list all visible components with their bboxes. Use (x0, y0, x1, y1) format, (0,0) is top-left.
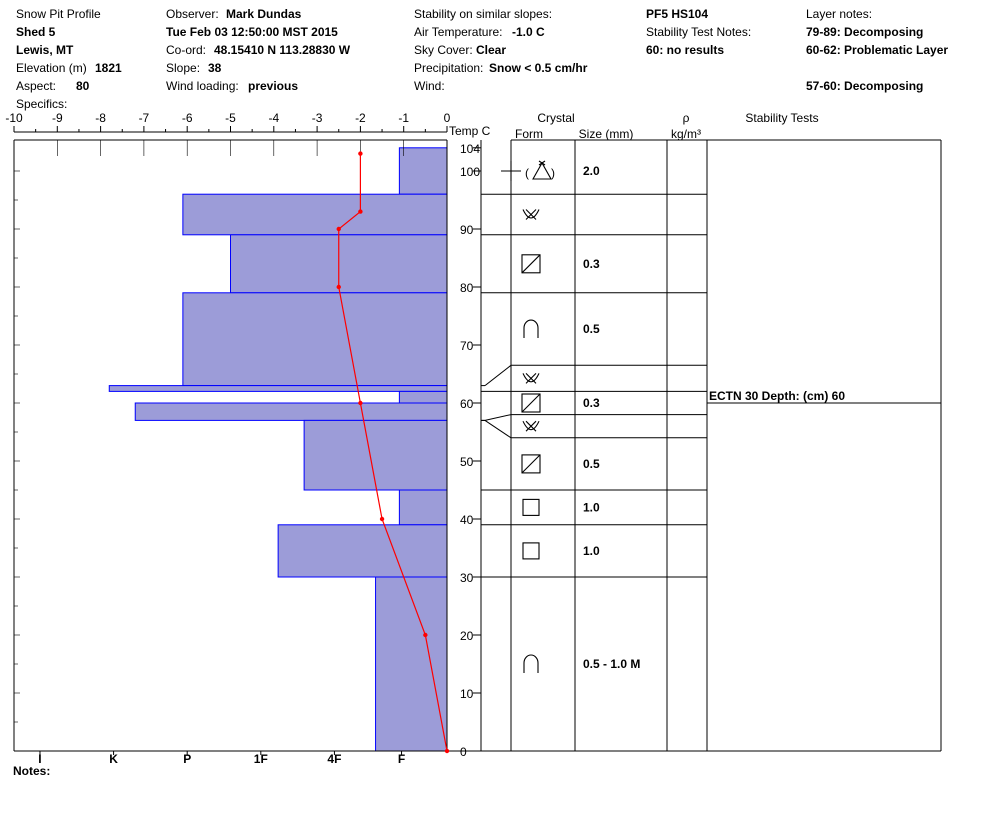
temp-tick-label: -3 (311, 111, 323, 125)
layer-note-range: 60-62: (806, 43, 841, 57)
layer-note-text: Decomposing (844, 79, 924, 93)
coord-value: 48.15410 N 113.28830 W (214, 43, 351, 57)
height-tick-label: 0 (460, 745, 467, 759)
coord-label: Co-ord: (166, 43, 207, 57)
precipitation-label: Precipitation: (414, 61, 484, 75)
crystal-size-label: 0.3 (583, 396, 600, 410)
hardness-label: I (38, 752, 42, 766)
crystal-form-fc-icon (522, 455, 540, 473)
height-tick-label: 60 (460, 397, 474, 411)
facet-box (523, 499, 539, 515)
hardness-bar (376, 577, 447, 751)
layer-note-range: 57-60: (806, 79, 841, 93)
height-tick-label: 100 (460, 165, 481, 179)
temp-tick-label: -6 (181, 111, 193, 125)
crystal-size-label: 2.0 (583, 164, 600, 178)
crystal-form-fc-icon (522, 394, 540, 412)
crystal-form-fc-icon (522, 255, 540, 273)
paren-right: ) (551, 166, 555, 180)
crystal-form-sh-icon (523, 421, 539, 431)
height-tick-label: 104 (460, 141, 481, 156)
aspect-value: 80 (76, 79, 90, 93)
temp-tick-label: -7 (138, 111, 150, 125)
elevation-value: 1821 (95, 61, 122, 75)
hardness-bar (135, 403, 447, 420)
height-tick-label: 10 (460, 687, 474, 701)
temp-axis-title: Temp C (449, 124, 491, 138)
crystal-size-label: 0.5 (583, 322, 600, 337)
facet-box (523, 543, 539, 559)
hardness-bar (399, 490, 447, 525)
crystal-form-fcso-icon (523, 543, 539, 559)
stability-test-notes-label: Stability Test Notes: (646, 25, 752, 39)
triangle (533, 163, 551, 179)
layer-note-text: Problematic Layer (844, 43, 949, 57)
crystal-form-sh-icon (523, 210, 539, 220)
sky-cover-label: Sky Cover: (414, 43, 473, 57)
depth-hoar-arch (524, 655, 538, 673)
slope-label: Slope: (166, 61, 201, 75)
size-header: Size (mm) (578, 127, 634, 141)
profile-code: PF5 HS104 (646, 7, 709, 21)
crystal-form-sh-icon (523, 373, 539, 383)
notes-label: Notes: (13, 764, 51, 778)
facet-diagonal (522, 394, 540, 412)
hardness-label: F (397, 752, 406, 766)
hardness-bar (183, 293, 447, 386)
crystal-form-dh-icon (524, 320, 538, 338)
facet-diagonal (522, 455, 540, 473)
elevation-label: Elevation (m) (16, 61, 87, 75)
temperature-point (337, 227, 341, 231)
hardness-bar (109, 386, 447, 392)
temp-tick-label: -4 (268, 111, 280, 125)
density-unit-header: kg/m³ (671, 127, 701, 141)
wind-label: Wind: (414, 79, 445, 93)
height-tick-label: 50 (460, 455, 474, 469)
observation-datetime: Tue Feb 03 12:50:00 MST 2015 (166, 25, 338, 39)
rho-header: ρ (682, 111, 690, 125)
temp-tick-label: -5 (225, 111, 236, 125)
location-name: Shed 5 (16, 25, 56, 39)
height-tick-label: 20 (460, 629, 474, 643)
hardness-bar (399, 148, 447, 194)
crystal-header: Crystal (537, 111, 575, 125)
stability-test-label: ECTN 30 Depth: (cm) 60 (709, 389, 846, 403)
layer-note-range: 79-89: (806, 25, 841, 39)
layer-connector (485, 420, 511, 437)
stability-tests-header: Stability Tests (745, 111, 819, 125)
temp-tick-label: -1 (398, 111, 410, 125)
height-tick-label: 70 (460, 339, 474, 353)
stability-similar-label: Stability on similar slopes: (414, 7, 553, 21)
layer-connector (485, 415, 511, 421)
form-header: Form (515, 127, 543, 141)
temperature-point (358, 209, 362, 213)
temperature-point (423, 633, 427, 637)
slope-value: 38 (208, 61, 222, 75)
height-tick-label: 40 (460, 513, 474, 527)
paren-left: ( (525, 166, 529, 180)
crystal-form-dh-icon (524, 655, 538, 673)
crystal-size-label: 1.0 (583, 500, 600, 515)
precipitation-value: Snow < 0.5 cm/hr (489, 61, 588, 75)
observer-label: Observer: (166, 7, 219, 21)
hardness-bar (278, 525, 447, 577)
crystal-size-label: 0.5 (583, 456, 600, 471)
hardness-label: 4F (327, 752, 342, 766)
height-tick-label: 90 (460, 223, 474, 237)
observer-value: Mark Dundas (226, 7, 302, 21)
layer-connector (485, 365, 511, 385)
facet-diagonal (522, 255, 540, 273)
temp-tick-label: -8 (95, 111, 106, 125)
depth-hoar-arch (524, 320, 538, 338)
temp-tick-label: 0 (443, 111, 451, 125)
sky-cover-value: Clear (476, 43, 507, 57)
layer-note-text: Decomposing (844, 25, 924, 39)
temp-tick-label: -9 (51, 111, 63, 125)
profile-title: Snow Pit Profile (16, 7, 101, 21)
specifics-label: Specifics: (16, 97, 68, 111)
layer-notes-label: Layer notes: (806, 7, 873, 21)
crystal-size-label: 1.0 (583, 543, 600, 558)
region-name: Lewis, MT (16, 43, 74, 57)
temp-tick-label: -2 (355, 111, 366, 125)
wind-loading-value: previous (248, 79, 299, 93)
stability-test-notes-value: 60: no results (646, 43, 725, 57)
crystal-form-fcso-icon (523, 499, 539, 515)
hardness-label: K (109, 752, 118, 766)
temp-tick-label: -10 (5, 111, 23, 125)
temperature-point (380, 517, 384, 521)
hardness-bar (304, 420, 447, 490)
wind-loading-label: Wind loading: (166, 79, 239, 93)
height-tick-label: 80 (460, 281, 474, 295)
hardness-bar (183, 194, 447, 235)
temperature-point (337, 285, 341, 289)
hardness-label: 1F (253, 752, 268, 766)
aspect-label: Aspect: (16, 79, 57, 93)
crystal-form-pp+df-icon (501, 161, 555, 181)
air-temp-value: -1.0 C (512, 25, 545, 39)
crystal-size-label: 0.3 (583, 256, 600, 271)
temperature-point (445, 749, 449, 753)
hardness-label: P (183, 752, 192, 766)
hardness-bar (399, 391, 447, 403)
height-tick-label: 30 (460, 571, 474, 585)
temperature-point (358, 401, 362, 405)
air-temp-label: Air Temperature: (414, 25, 503, 39)
crystal-size-label: 0.5 - 1.0 M (583, 657, 641, 671)
temperature-point (358, 151, 362, 155)
